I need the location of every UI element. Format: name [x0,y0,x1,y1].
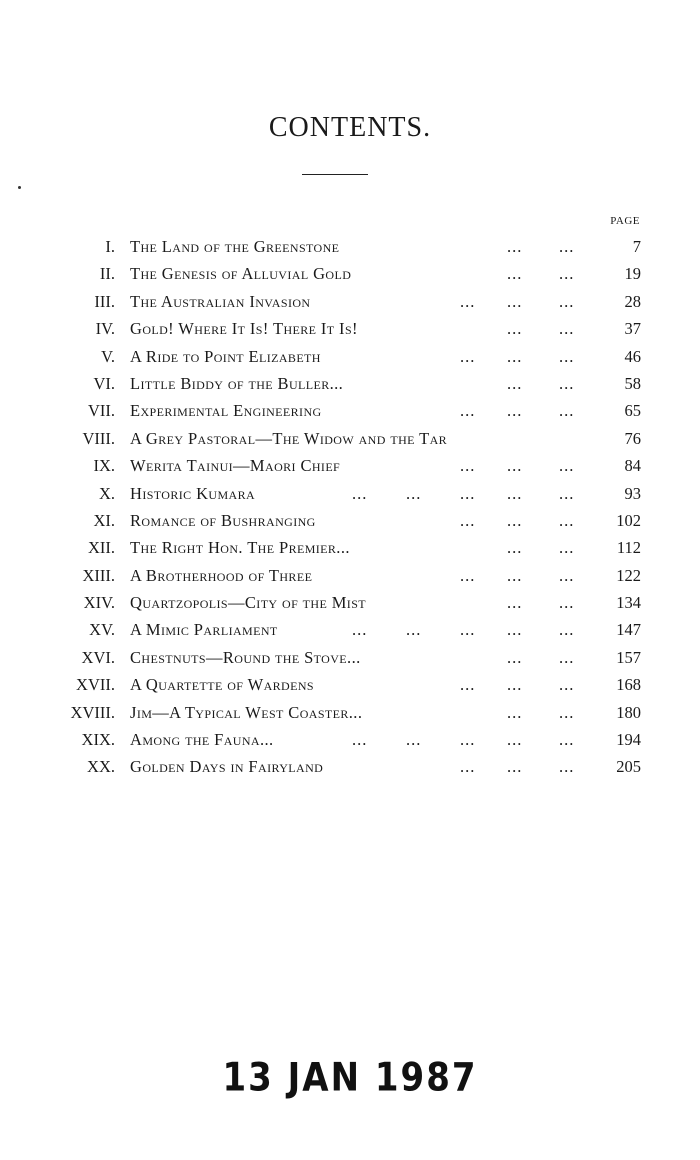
chapter-title: Historic Kumara [130,483,256,503]
contents-entry [0,616,700,643]
leader-dots: ... [559,456,575,476]
chapter-number: V. [101,346,115,366]
leader-dots: ... [406,620,422,640]
page-number: 93 [624,483,641,503]
chapter-title: The Right Hon. The Premier... [130,538,350,558]
chapter-number: XIX. [81,730,115,750]
leader-dots: ... [559,264,575,284]
page-title: CONTENTS. [268,112,432,143]
contents-entry [0,671,700,698]
leader-dots: ... [559,730,575,750]
leader-dots: ... [460,456,476,476]
page-number: 46 [624,346,641,366]
leader-dots: ... [559,483,575,503]
leader-dots: ... [559,620,575,640]
page-number: 112 [616,538,641,558]
contents-entry [0,370,700,397]
chapter-number: XIV. [83,593,115,613]
date-stamp: 13 JAN 1987 [222,1055,478,1101]
chapter-title: Chestnuts—Round the Stove... [130,647,361,667]
contents-entry [0,233,700,260]
contents-entry [0,425,700,452]
chapter-number: I. [105,237,115,256]
leader-dots: ... [559,647,575,667]
contents-entry [0,397,700,424]
chapter-title: Gold! Where It Is! There It Is! [130,319,358,339]
leader-dots: ... [460,620,476,640]
leader-dots: ... [507,401,523,421]
contents-entry [0,507,700,534]
contents-entry [0,288,700,315]
leader-dots: ... [460,757,476,777]
page-number: 84 [624,456,641,476]
chapter-number: XVI. [81,647,115,667]
leader-dots: ... [559,757,575,777]
contents-entry [0,644,700,671]
leader-dots: ... [507,291,523,311]
leader-dots: ... [507,510,523,530]
contents-entry [0,315,700,342]
chapter-title: The Australian Invasion [130,291,311,311]
page-number: 134 [616,593,641,613]
leader-dots: ... [507,565,523,585]
chapter-number: XVII. [76,675,115,695]
contents-entry [0,726,700,753]
chapter-title: Jim—A Typical West Coaster... [130,702,363,722]
contents-entry [0,753,700,780]
chapter-number: II. [99,264,115,284]
leader-dots: ... [507,593,523,613]
leader-dots: ... [507,456,523,476]
leader-dots: ... [406,483,422,503]
leader-dots: ... [559,510,575,530]
leader-dots: ... [559,401,575,421]
chapter-number: XV. [89,620,115,640]
chapter-title: A Ride to Point Elizabeth [130,346,321,366]
leader-dots: ... [559,237,575,256]
page-number: 194 [616,730,641,750]
chapter-title: Werita Tainui—Maori Chief [130,456,341,476]
page-number: 157 [616,647,641,667]
chapter-number: XI. [93,510,115,530]
leader-dots: ... [507,647,523,667]
leader-dots: ... [352,620,368,640]
leader-dots: ... [460,675,476,695]
contents-entry [0,699,700,726]
contents-entry [0,452,700,479]
page-number: 102 [616,510,641,530]
chapter-number: XIII. [82,565,115,585]
leader-dots: ... [559,702,575,722]
chapter-title: A Quartette of Wardens [130,675,314,695]
leader-dots: ... [507,620,523,640]
leader-dots: ... [507,757,523,777]
contents-entry [0,260,700,287]
page-number: 37 [624,319,641,339]
leader-dots: ... [507,538,523,558]
leader-dots: ... [460,346,476,366]
leader-dots: ... [559,291,575,311]
chapter-number: XII. [87,538,115,558]
leader-dots: ... [559,373,575,393]
page-number: 58 [624,373,641,393]
leader-dots: ... [460,291,476,311]
page-number: 168 [616,675,641,695]
leader-dots: ... [507,702,523,722]
leader-dots: ... [460,483,476,503]
chapter-title: A Grey Pastoral—The Widow and the Tar [130,428,448,448]
chapter-title: Little Biddy of the Buller... [130,373,344,393]
leader-dots: ... [559,319,575,339]
chapter-number: XVIII. [70,702,115,722]
chapter-title: Quartzopolis—City of the Mist [130,593,367,613]
chapter-title: The Land of the Greenstone [130,237,340,256]
leader-dots: ... [559,675,575,695]
chapter-number: IX. [93,456,115,476]
chapter-title: A Mimic Parliament [130,620,278,640]
chapter-number: IV. [95,319,115,339]
contents-entry [0,534,700,561]
page-number: 65 [624,401,641,421]
chapter-number: VIII. [82,428,115,448]
leader-dots: ... [507,675,523,695]
leader-dots: ... [507,319,523,339]
leader-dots: ... [507,373,523,393]
leader-dots: ... [352,483,368,503]
chapter-title: The Genesis of Alluvial Gold [130,264,352,284]
leader-dots: ... [507,730,523,750]
chapter-number: X. [98,483,115,503]
leader-dots: ... [507,264,523,284]
chapter-number: XX. [87,757,115,777]
leader-dots: ... [559,538,575,558]
page-number: 28 [624,291,641,311]
leader-dots: ... [460,510,476,530]
chapter-title: A Brotherhood of Three [130,565,313,585]
leader-dots: ... [460,565,476,585]
chapter-number: VII. [87,401,115,421]
leader-dots: ... [507,483,523,503]
page-number: 122 [616,565,641,585]
contents-entry [0,589,700,616]
page-number: 76 [624,428,641,448]
chapter-title: Experimental Engineering [130,401,322,421]
contents-entry [0,480,700,507]
contents-list [0,233,700,781]
page-number: 19 [624,264,641,284]
chapter-title: Romance of Bushranging [130,510,316,530]
contents-entry [0,562,700,589]
leader-dots: ... [559,565,575,585]
page-number: 7 [632,237,641,256]
title-rule [302,174,368,175]
leader-dots: ... [507,346,523,366]
leader-dots: ... [559,593,575,613]
chapter-title: Golden Days in Fairyland [130,757,324,777]
page-column-header: PAGE [610,215,640,227]
page-number: 147 [616,620,641,640]
page-number: 205 [616,757,641,777]
leader-dots: ... [460,401,476,421]
chapter-number: III. [94,291,115,311]
leader-dots: ... [507,237,523,256]
speck [18,186,21,189]
leader-dots: ... [559,346,575,366]
chapter-title: Among the Fauna... [130,730,274,750]
page-number: 180 [616,702,641,722]
leader-dots: ... [460,730,476,750]
contents-entry [0,343,700,370]
leader-dots: ... [406,730,422,750]
leader-dots: ... [352,730,368,750]
chapter-number: VI. [93,373,115,393]
